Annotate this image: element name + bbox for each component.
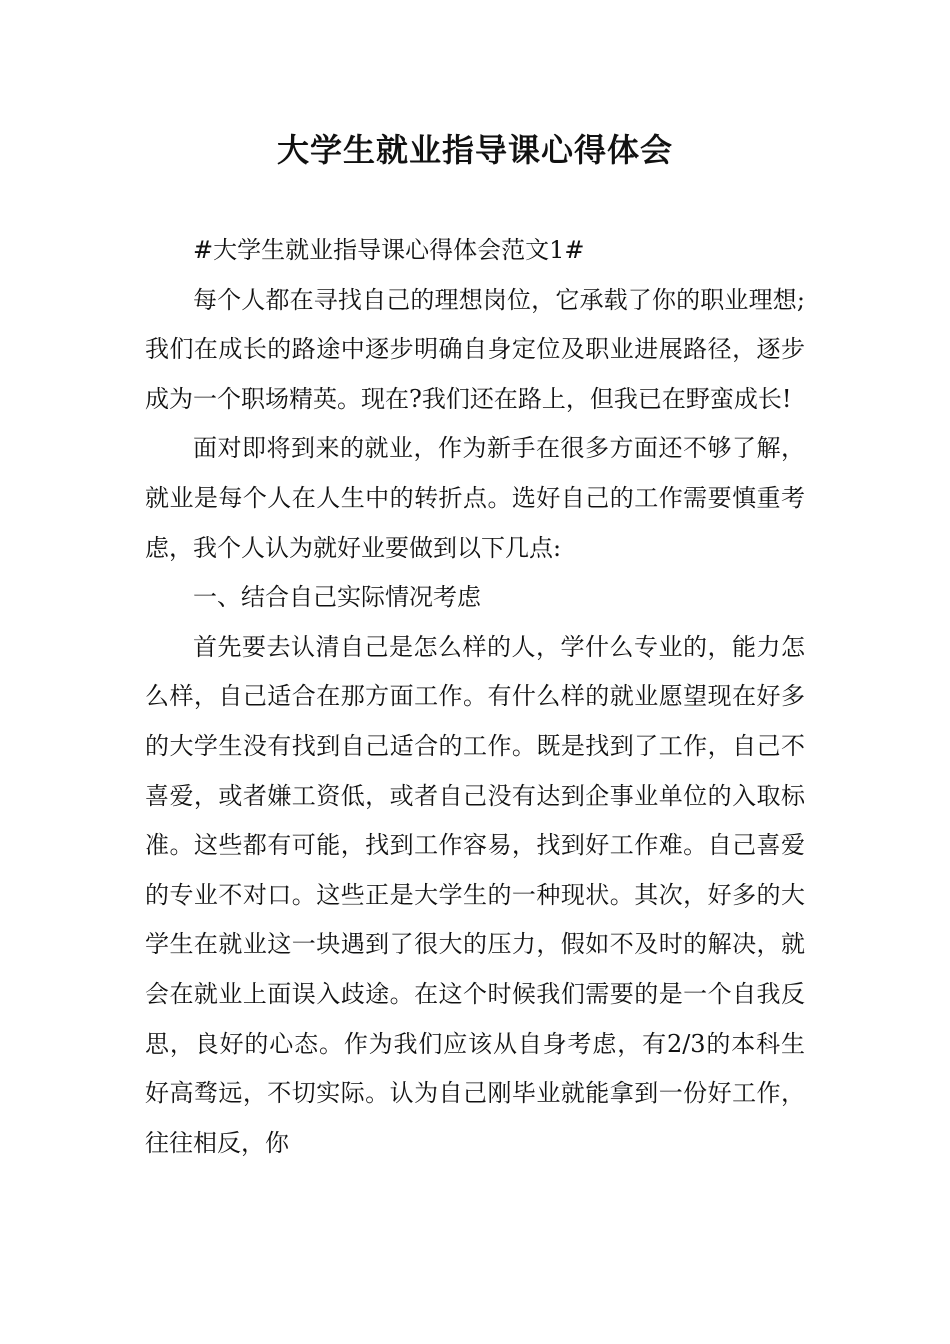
document-title: 大学生就业指导课心得体会	[276, 131, 673, 169]
paragraph-3: 首先要去认清自己是怎么样的人，学什么专业的，能力怎么样，自己适合在那方面工作。有什么样的就业愿望现在好多的大学生没有找到自己适合的工作。既是找到了工作，自己不喜爱，或者嫌工资低，或者自己没有达到企事业单位的入取标准。这些都有可能，找到工作容易，找到好工作难。自己喜爱的专业不对口。这些正是大学生的一种现状。其次，好多的大学生在就业这一块遇到了很大的压力，假如不及时的解决，就会在就业上面误入歧途。在这个时候我们需要的是一个自我反思，良好的心态。作为我们应该从自身考虑，有2/3的本科生好高骛远，不切实际。认为自己刚毕业就能拿到一份好工作，往往相反，你	[145, 632, 805, 1157]
section-heading: 一、结合自己实际情况考虑	[193, 583, 481, 612]
paragraph-heading-sample: #大学生就业指导课心得体会范文1#	[193, 236, 585, 264]
paragraph-1: 每个人都在寻找自己的理想岗位，它承载了你的职业理想;我们在成长的路途中逐步明确自身定位及职业进展路径，逐步成为一个职场精英。现在?我们还在路上，但我已在野蛮成长!	[145, 285, 805, 413]
document-body	[145, 226, 805, 1168]
paragraph-2: 面对即将到来的就业，作为新手在很多方面还不够了解，就业是每个人在人生中的转折点。选好自己的工作需要慎重考虑，我个人认为就好业要做到以下几点:	[145, 434, 805, 562]
